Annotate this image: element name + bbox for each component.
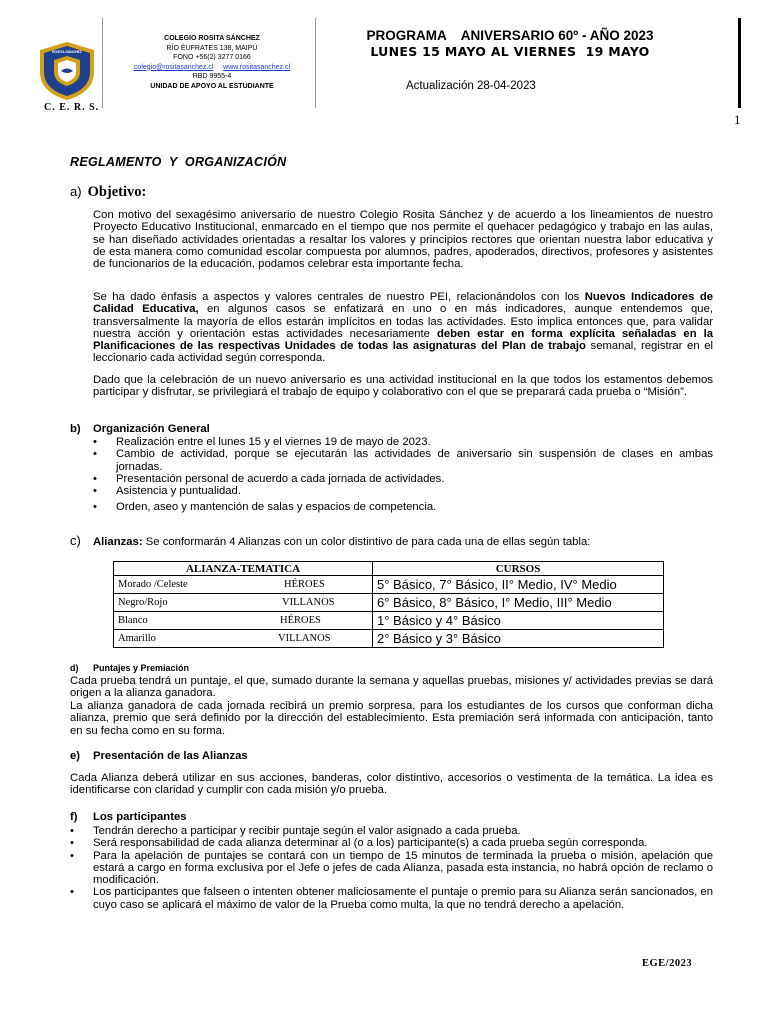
section-d-letter: d) bbox=[70, 663, 79, 673]
school-website-link[interactable]: www.rositasanchez.cl bbox=[223, 63, 291, 71]
school-name: COLEGIO ROSITA SÁNCHEZ bbox=[164, 35, 260, 42]
list-item: • Tendrán derecho a participar y recibir puntaje según el valor asignado a cada prueba. bbox=[70, 825, 713, 837]
alliance-theme: VILLANOS bbox=[278, 633, 331, 644]
section-a-paragraph-1: Con motivo del sexagésimo aniversario de nuestro Colegio Rosita Sánchez y de acuerdo a los lineamientos de nuestro Proyecto Educativo Institucional, enmarcado en el tiempo que nos permite el quehacer pedagógico y trabajo en las aulas, se han diseñado actividades orientadas a resaltar los valores y principios rectores que orientan nuestra labor educativa y de esta manera como comunidad escolar compuesta por alumnos, padres, apoderados, directivos, profesores y asistentes de funcionarios de la educación, podamos celebrar esta importante fecha. bbox=[93, 209, 713, 271]
courses-cell: 6° Básico, 8° Básico, I° Medio, III° Medio bbox=[373, 594, 664, 612]
header-divider-right bbox=[315, 18, 316, 108]
section-e-title: Presentación de las Alianzas bbox=[93, 750, 248, 762]
p2-text-3: semanal, registrar en el leccionario cada actividad según corresponda. bbox=[93, 340, 714, 365]
p2-bold-2: deben estar en forma explícita señaladas en la Planificaciones de las respectivas Unidades de todas las asignaturas del Plan de trabajo bbox=[93, 327, 714, 353]
courses-cell: 5° Básico, 7° Básico, II° Medio, IV° Medio bbox=[373, 576, 664, 594]
footer-code: EGE/2023 bbox=[642, 958, 693, 969]
section-a-paragraph-2 bbox=[93, 291, 713, 365]
section-a-heading bbox=[70, 184, 146, 201]
section-e-letter: e) bbox=[70, 750, 81, 762]
school-logo bbox=[36, 40, 98, 102]
alliance-color: Morado /Celeste bbox=[118, 579, 188, 590]
section-b-heading bbox=[70, 423, 210, 435]
school-info bbox=[112, 34, 312, 91]
alliance-theme: HÉROES bbox=[280, 615, 321, 626]
section-a-title: Objetivo: bbox=[87, 184, 147, 200]
list-item: • Asistencia y puntualidad. bbox=[93, 485, 713, 497]
alliance-cell bbox=[114, 576, 373, 594]
section-f-heading bbox=[70, 811, 187, 823]
section-e-heading bbox=[70, 750, 248, 762]
section-e-paragraph-1: Cada Alianza deberá utilizar en sus acciones, banderas, color distintivo, accesorios o vestimenta de la temática. La idea es identificarse con claridad y cumplir con cada misión y/o prueba. bbox=[70, 772, 713, 797]
school-address: RÍO ÉUFRATES 138, MAIPÚ bbox=[166, 44, 258, 52]
table-row bbox=[114, 612, 664, 630]
alliance-color: Negro/Rojo bbox=[118, 597, 168, 608]
table-row bbox=[114, 594, 664, 612]
header-divider-left bbox=[102, 18, 103, 108]
logo-abbreviation: C. E. R. S. bbox=[44, 102, 100, 113]
alliance-theme: VILLANOS bbox=[282, 597, 335, 608]
school-phone: FONO +56(2) 3277 0166 bbox=[173, 54, 251, 61]
table-row bbox=[114, 576, 664, 594]
section-b-list bbox=[93, 436, 713, 514]
program-heading bbox=[325, 28, 695, 60]
program-title: PROGRAMA ANIVERSARIO 60º - AÑO 2023 bbox=[366, 28, 654, 43]
section-c-title: Alianzas: bbox=[93, 536, 143, 548]
update-date: Actualización 28-04-2023 bbox=[406, 80, 536, 92]
p2-text-1: Se ha dado énfasis a aspectos y valores centrales de nuestro PEI, relacionándolos con los bbox=[93, 291, 585, 303]
p2-text-2: en algunos casos se enfatizará en uno o en más indicadores, aunque entendemos que, transversalmente la mayoría de ellos estarán implícitos en todas las actividades. Esto implica entonces que, para validar nuestra acción y orientación estas actividades necesariamente bbox=[93, 303, 713, 340]
school-unit: UNIDAD DE APOYO AL ESTUDIANTE bbox=[150, 82, 274, 90]
section-b-letter: b) bbox=[70, 423, 81, 435]
program-dates: LUNES 15 MAYO AL VIERNES 19 MAYO bbox=[370, 44, 650, 59]
section-d-paragraph-1: Cada prueba tendrá un puntaje, el que, sumado durante la semana y aquellas pruebas, misiones y/ actividades previas se dará origen a la alianza ganadora. bbox=[70, 675, 713, 700]
alliance-color: Blanco bbox=[118, 615, 148, 626]
courses-cell: 1° Básico y 4° Básico bbox=[373, 612, 664, 630]
list-item: • Para la apelación de puntajes se contará con un tiempo de 15 minutos de terminada la prueba o misión, apelación que estará a cargo en forma exclusiva por el Jefe o jefes de cada Alianza, pasada esta instancia, no habrá opción de reclamo o modificación. bbox=[70, 850, 713, 887]
section-c-heading bbox=[70, 533, 590, 548]
list-item: • Será responsabilidad de cada alianza determinar al (o a los) participante(s) a cada prueba según corresponda. bbox=[70, 837, 713, 849]
alliances-table bbox=[113, 561, 664, 648]
section-a-letter: a) bbox=[70, 184, 82, 199]
section-c-text: Se conformarán 4 Alianzas con un color distintivo de para cada una de ellas según tabla: bbox=[142, 536, 591, 548]
courses-cell: 2° Básico y 3° Básico bbox=[373, 630, 664, 648]
svg-text:ROSITA SÁNCHEZ: ROSITA SÁNCHEZ bbox=[52, 50, 82, 54]
alliance-theme: HÉROES bbox=[284, 579, 325, 590]
section-f-letter: f) bbox=[70, 811, 78, 823]
table-header-courses: CURSOS bbox=[373, 562, 664, 576]
list-item: • Realización entre el lunes 15 y el viernes 19 de mayo de 2023. bbox=[93, 436, 713, 448]
document-title: REGLAMENTO Y ORGANIZACIÓN bbox=[70, 155, 287, 169]
section-c-letter: c) bbox=[70, 533, 81, 548]
section-a-paragraph-3: Dado que la celebración de un nuevo aniversario es una actividad institucional en la que todos los estamentos debemos participar y disfrutar, se privilegiará el trabajo de equipo y colaborativo con el que se preparará cada prueba o “Misión”. bbox=[93, 374, 713, 399]
list-item: • Orden, aseo y mantención de salas y espacios de competencia. bbox=[93, 501, 713, 513]
table-header-row bbox=[114, 562, 664, 576]
section-f-title: Los participantes bbox=[93, 811, 187, 823]
header-bar bbox=[738, 18, 741, 108]
alliance-cell bbox=[114, 594, 373, 612]
table-row bbox=[114, 630, 664, 648]
school-email-link[interactable]: colegio@rositasanchez.cl bbox=[133, 63, 214, 71]
section-f-list bbox=[70, 825, 713, 911]
alliance-cell bbox=[114, 612, 373, 630]
section-b-title: Organización General bbox=[93, 423, 210, 435]
section-d-paragraph-2: La alianza ganadora de cada jornada recibirá un premio sorpresa, para los estudiantes de los cursos que conforman dicha alianza, premio que será definido por la dirección del establecimiento. Esta premiación será informada con anticipación, tanto en su fecha como en su forma. bbox=[70, 700, 713, 737]
alliance-color: Amarillo bbox=[118, 633, 156, 644]
list-item: • Cambio de actividad, porque se ejecutarán las actividades de aniversario sin suspensión de clases en ambas jornadas. bbox=[93, 448, 713, 473]
table-header-alliance: ALIANZA-TEMATICA bbox=[114, 562, 373, 576]
school-rbd: RBD 9955-4 bbox=[192, 73, 232, 80]
page-number: 1 bbox=[734, 112, 741, 127]
section-d-title: Puntajes y Premiación bbox=[93, 663, 190, 673]
p2-bold-1: Nuevos Indicadores de Calidad Educativa, bbox=[93, 291, 713, 316]
section-d-heading bbox=[70, 663, 189, 673]
list-item: • Presentación personal de acuerdo a cada jornada de actividades. bbox=[93, 473, 713, 485]
list-item: • Los participantes que falseen o intenten obtener maliciosamente el puntaje o premio para su Alianza serán sancionados, en cuyo caso se aplicará el máximo de valor de la Prueba como multa, la que no tendrá derecho a apelación. bbox=[70, 886, 713, 911]
alliance-cell bbox=[114, 630, 373, 648]
